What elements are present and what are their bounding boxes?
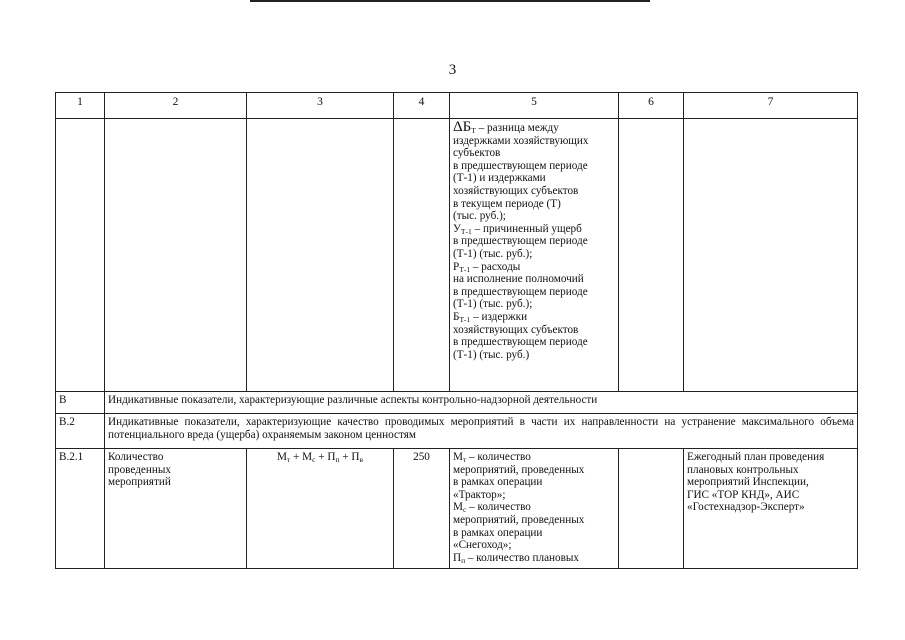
delta-b-lines: издержками хозяйствующих субъектов в предшествующем периоде (Т-1) и издержками хозяйствующих субъектов в текущем периоде (Т) (тыс. руб.); [453,134,589,223]
cell-empty [247,119,394,392]
section-b-row [56,392,858,414]
indicator-source: Ежегодный план проведения плановых контрольных мероприятий Инспекции, ГИС «ТОР КНД», АИС «Гостехнадзор-Эксперт» [684,449,858,569]
r-symbol: Р [453,260,460,273]
indicator-code: В.2.1 [56,449,105,569]
r-text: – расходы на исполнение полномочий в предшествующем периоде (Т-1) (тыс. руб.); [453,260,588,311]
indicator-col6 [619,449,684,569]
b-symbol: Б [453,310,460,323]
delta-b-symbol: $\Delta Б_Т$ [453,119,476,135]
section-b2-code: В.2 [56,414,105,449]
page-number: 3 [448,62,457,78]
cell-empty [56,119,105,392]
indicator-row-b21 [56,449,858,569]
header-row [56,93,858,119]
header-col-7: 7 [684,93,858,119]
header-col-4: 4 [394,93,450,119]
indicator-value: 250 [394,449,450,569]
indicators-table [55,92,858,569]
indicator-name: Количество проведенных мероприятий [105,449,247,569]
variables-description: $\Delta Б_Т$ – разница между издержками хозяйствующих субъектов в предшествующем периоде (Т-1) и издержками хозяйствующих субъектов в текущем периоде (Т) (тыс. руб.); $У_{Т-1}$ – причиненный ущерб в предшествующем периоде (Т-1) (тыс. руб.); $Р_{Т-1}$ – расходы на исполнение полномочий в предшествующем периоде (Т-1) (тыс. руб.); $Б_{Т-1}$ – издержки хозяйствующих субъектов в предшествующем периоде (Т-1) (тыс. руб.) [450,119,619,392]
header-col-5: 5 [450,93,619,119]
pp-symbol: П [453,551,462,564]
u-text: – причиненный ущерб в предшествующем периоде (Т-1) (тыс. руб.); [453,222,588,260]
b-text: – издержки хозяйствующих субъектов в предшествующем периоде (Т-1) (тыс. руб.) [453,310,588,361]
section-b-title: Индикативные показатели, характеризующие различные аспекты контрольно-надзорной деятельности [105,392,858,414]
pp-text: – количество плановых [465,551,580,564]
mt-symbol: М [453,451,463,463]
header-col-1: 1 [56,93,105,119]
u-symbol: У [453,222,461,235]
indicator-variables: $М_т$ – количество мероприятий, проведенных в рамках операции «Трактор»; $М_с$ – количество мероприятий, проведенных в рамках операции «Снегоход»; $П_п$ – количество плановых [450,449,619,569]
cell-empty [619,119,684,392]
header-col-6: 6 [619,93,684,119]
section-b-code: В [56,392,105,414]
indicator-formula: $М_т + М_с + П_п + П_в$ [247,449,394,569]
section-b2-title: Индикативные показатели, характеризующие качество проводимых мероприятий в части их направленности на устранение максимального объема потенциального вреда (ущерба) охраняемым законом ценностям [105,414,858,449]
delta-b-text: – разница между [475,122,559,134]
header-col-3: 3 [247,93,394,119]
mc-text: – количество мероприятий, проведенных в рамках операции «Снегоход»; [453,501,585,552]
cell-empty [394,119,450,392]
cell-empty [105,119,247,392]
cell-empty [684,119,858,392]
mc-symbol: М [453,501,463,514]
mt-text: – количество мероприятий, проведенных в рамках операции «Трактор»; [453,451,585,501]
continuation-row [56,119,858,392]
header-col-2: 2 [105,93,247,119]
section-b2-row [56,414,858,449]
top-edge-line [250,0,650,2]
